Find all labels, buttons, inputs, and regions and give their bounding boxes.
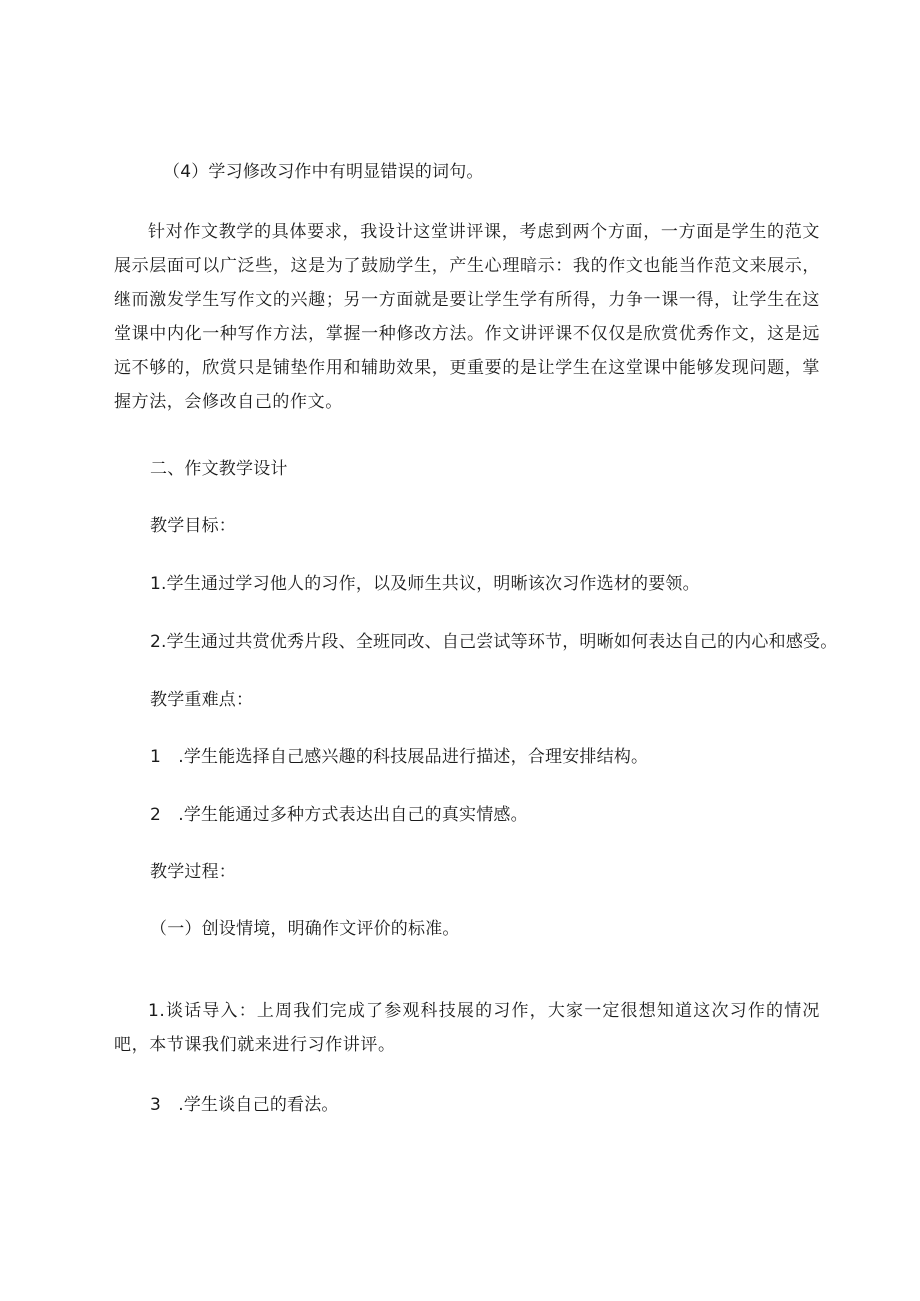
key-point-2: 2 .学生能通过多种方式表达出自己的真实情感。 — [150, 805, 528, 825]
teaching-goal-2: 2.学生通过共赏优秀片段、全班同改、自己尝试等环节，明晰如何表达自己的内心和感受。 — [150, 632, 838, 652]
objective-item-4: （4）学习修改习作中有明显错误的词句。 — [163, 162, 484, 182]
teaching-process-heading: 教学过程： — [150, 862, 236, 882]
key-points-heading: 教学重难点： — [150, 690, 254, 710]
section-heading-teaching-design: 二、作文教学设计 — [150, 459, 288, 479]
teaching-goal-1: 1.学生通过学习他人的习作，以及师生共议，明晰该次习作选材的要领。 — [150, 574, 700, 594]
key-point-1: 1 .学生能选择自己感兴趣的科技展品进行描述，合理安排结构。 — [150, 747, 649, 767]
teaching-goals-heading: 教学目标： — [150, 516, 236, 536]
process-step-1-item-1: 1.谈话导入：上周我们完成了参观科技展的习作，大家一定很想知道这次习作的情况吧，本节课我们就来进行习作讲评。 — [114, 1001, 820, 1055]
process-step-1-item-3: 3 .学生谈自己的看法。 — [150, 1095, 339, 1115]
process-step-1-heading: （一）创设情境，明确作文评价的标准。 — [150, 919, 460, 939]
intro-paragraph: 针对作文教学的具体要求，我设计这堂讲评课，考虑到两个方面，一方面是学生的范文展示层面可以广泛些，这是为了鼓励学生，产生心理暗示：我的作文也能当作范文来展示，继而激发学生写作文的兴趣；另一方面就是要让学生学有所得，力争一课一得，让学生在这堂课中内化一种写作方法，掌握一种修改方法。作文讲评课不仅仅是欣赏优秀作文，这是远远不够的，欣赏只是铺垫作用和辅助效果，更重要的是让学生在这堂课中能够发现问题，掌握方法，会修改自己的作文。 — [114, 222, 820, 412]
